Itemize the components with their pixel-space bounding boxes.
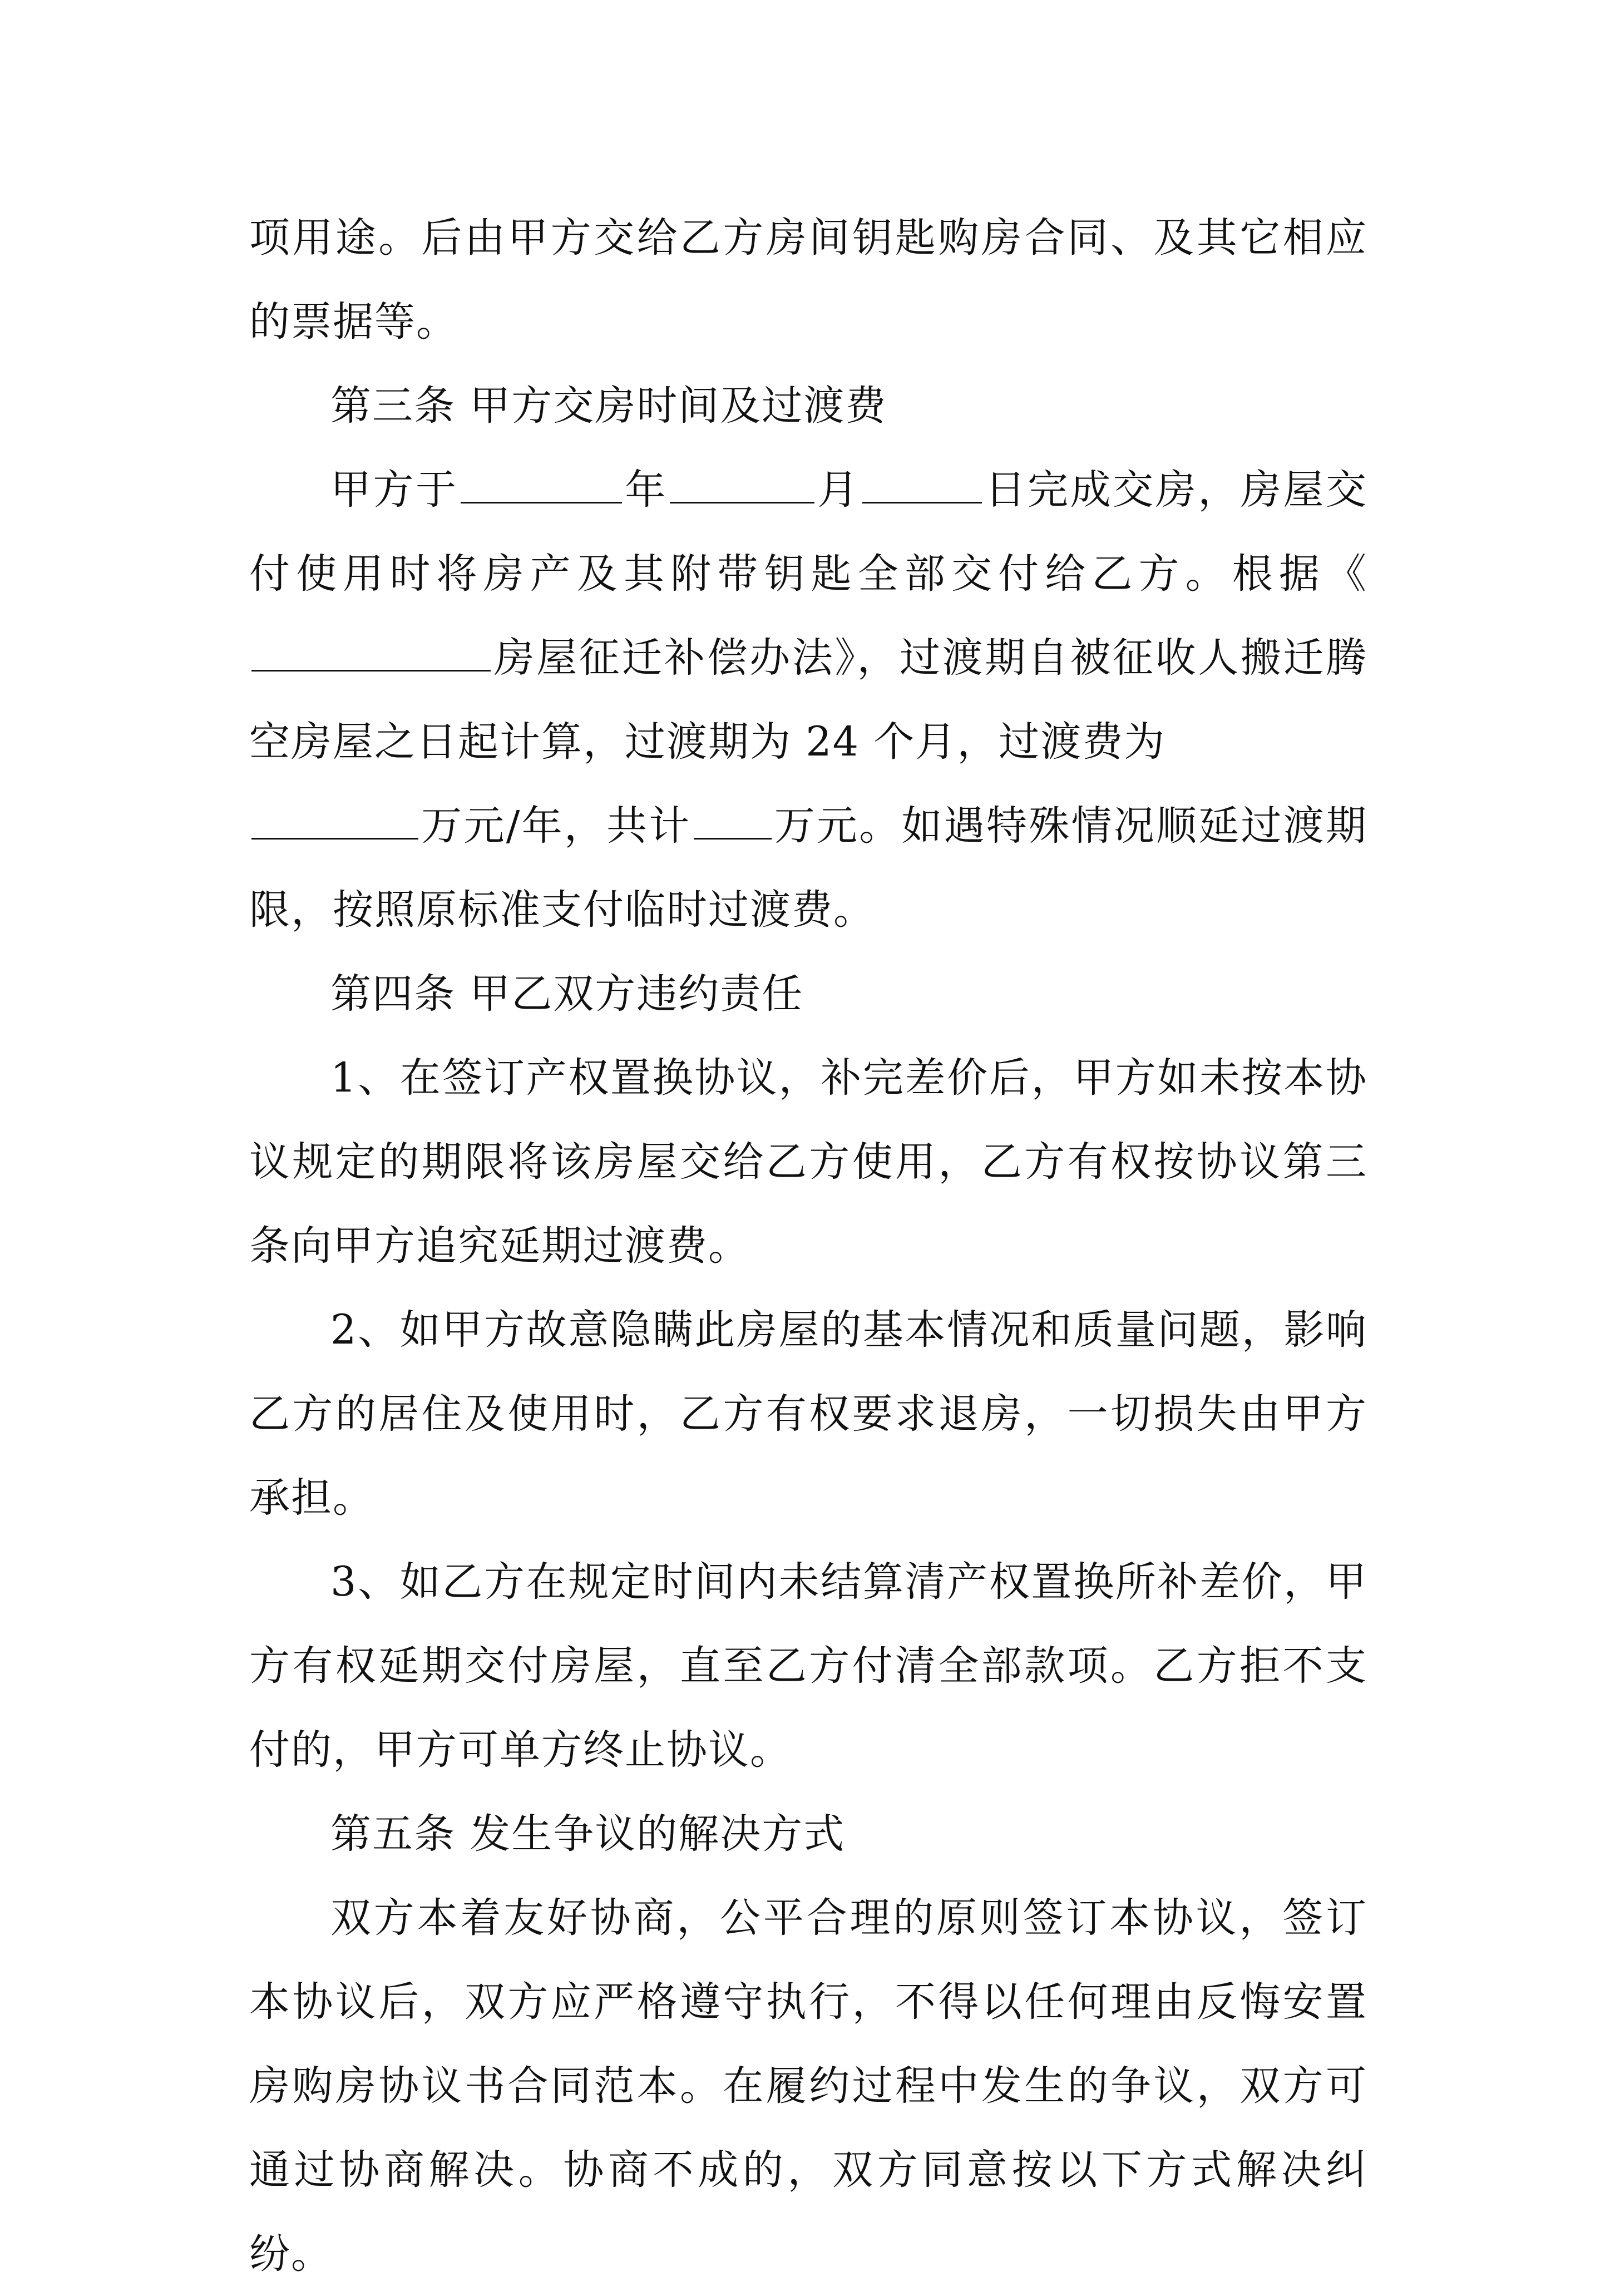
article-5-title: 第五条 发生争议的解决方式 xyxy=(330,1810,846,1858)
blank-fee-per-year-field xyxy=(251,803,418,840)
article-4-clause-3: 3、如乙方在规定时间内未结算清产权置换所补差价，甲方有权延期交付房屋，直至乙方付清全部款项。乙方拒不支付的，甲方可单方终止协议。 xyxy=(249,1558,1367,1774)
blank-total-fee-field xyxy=(694,803,772,840)
text-segment: 甲方于 xyxy=(330,466,458,513)
text-segment: 年 xyxy=(624,466,668,513)
document-body xyxy=(249,196,1367,2296)
article-4-clause-2: 2、如甲方故意隐瞒此房屋的基本情况和质量问题，影响乙方的居住及使用时，乙方有权要求退房，一切损失由甲方承担。 xyxy=(249,1306,1367,1522)
blank-regulation-name-field xyxy=(251,635,491,671)
text-segment: 月 xyxy=(816,466,860,513)
article-3-title: 第三条 甲方交房时间及过渡费 xyxy=(330,382,887,429)
article-4-clause-1: 1、在签订产权置换协议，补完差价后，甲方如未按本协议规定的期限将该房屋交给乙方使用，乙方有权按协议第三条向甲方追究延期过渡费。 xyxy=(249,1054,1367,1270)
article-5-body: 双方本着友好协商，公平合理的原则签订本协议，签订本协议后，双方应严格遵守执行，不得以任何理由反悔安置房购房协议书合同范本。在履约过程中发生的争议，双方可通过协商解决。协商不成的，双方同意按以下方式解决纠纷。 xyxy=(249,1894,1367,2278)
text-segment: 万元。如遇特殊情况顺延过渡期限，按照原标准支付临时过渡费。 xyxy=(249,802,1367,934)
blank-year-field xyxy=(461,467,622,503)
blank-month-field xyxy=(670,467,814,503)
article-3-body xyxy=(249,448,1367,952)
text-segment: 万元/年，共计 xyxy=(421,802,692,850)
text-segment: 房屋征迁补偿办法》，过渡期自被征收人搬迁腾空房屋之日起计算，过渡期为 24 个月，过渡费为 xyxy=(249,634,1367,766)
article-4-title: 第四条 甲乙双方违约责任 xyxy=(330,970,804,1018)
text-segment: 日完成交房，房屋交付使用时将房产及其附带钥匙全部交付给乙方。根据《 xyxy=(249,466,1367,598)
paragraph-usage: 项用途。后由甲方交给乙方房间钥匙购房合同、及其它相应的票据等。 xyxy=(249,214,1367,345)
blank-day-field xyxy=(862,467,982,503)
